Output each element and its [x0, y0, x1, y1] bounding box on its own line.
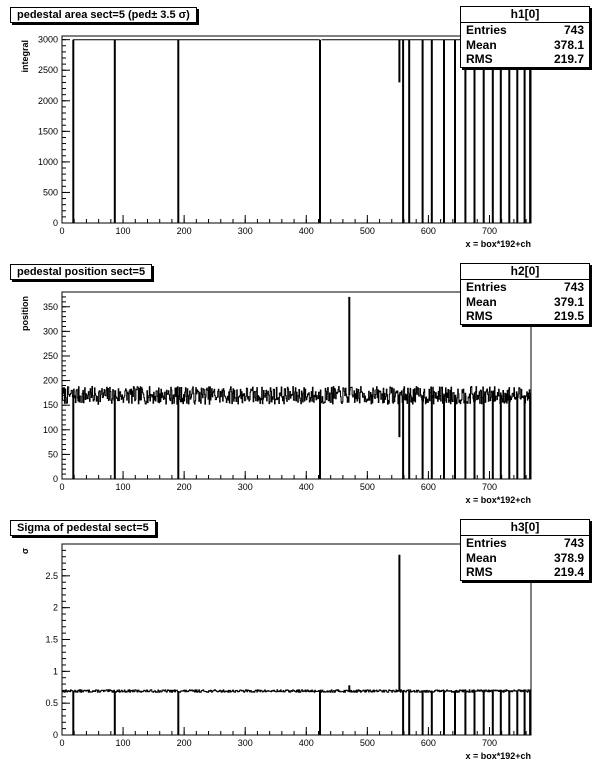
stats-entries-value: 743 [563, 23, 584, 37]
x-axis-title: x = box*192+ch [465, 751, 531, 761]
histogram-trace [62, 387, 531, 405]
y-tick-label: 50 [47, 449, 58, 460]
stats-name: h1[0] [461, 7, 589, 23]
y-tick-label: 0 [52, 730, 58, 740]
stats-rms-value: 219.7 [553, 52, 584, 66]
x-tick-label: 100 [115, 226, 131, 236]
stats-rms-value: 219.4 [553, 565, 584, 579]
stats-rms-label: RMS [466, 52, 493, 66]
y-axis-title: position [20, 296, 30, 331]
x-tick-label: 200 [176, 482, 192, 492]
x-tick-label: 200 [176, 738, 192, 748]
y-axis-title: σ [20, 548, 30, 555]
x-tick-label: 400 [298, 226, 314, 236]
x-tick-label: 700 [481, 738, 497, 748]
x-tick-label: 600 [420, 482, 436, 492]
x-tick-label: 400 [298, 738, 314, 748]
x-tick-label: 0 [59, 738, 65, 748]
stats-name: h3[0] [461, 520, 589, 536]
stats-box-h3 [460, 519, 590, 581]
stats-name: h2[0] [461, 264, 589, 280]
stats-mean-value: 378.9 [553, 550, 584, 565]
y-tick-label: 100 [42, 424, 58, 435]
stats-entries-value: 743 [563, 280, 584, 294]
y-tick-label: 0 [52, 218, 58, 228]
stats-rms-value: 219.5 [553, 309, 584, 323]
panel3-title: Sigma of pedestal sect=5 [10, 520, 156, 536]
stats-entries-label: Entries [466, 280, 507, 294]
y-tick-label: 1 [52, 666, 58, 677]
stats-rms-label: RMS [466, 565, 493, 579]
x-tick-label: 0 [59, 226, 65, 236]
stats-mean-value: 379.1 [553, 294, 584, 309]
x-tick-label: 300 [237, 226, 253, 236]
stats-mean-label: Mean [466, 37, 497, 52]
y-tick-label: 1500 [37, 126, 58, 137]
y-tick-label: 1000 [37, 156, 58, 167]
x-tick-label: 0 [59, 482, 65, 492]
x-tick-label: 600 [420, 226, 436, 236]
x-tick-label: 100 [115, 482, 131, 492]
x-axis-title: x = box*192+ch [465, 495, 531, 505]
x-tick-label: 300 [237, 738, 253, 748]
stats-entries-value: 743 [563, 536, 584, 550]
y-tick-label: 3000 [37, 34, 58, 45]
x-axis-title: x = box*192+ch [465, 239, 531, 249]
stats-box-h1 [460, 6, 590, 68]
y-tick-label: 2.5 [45, 570, 58, 581]
stats-mean-label: Mean [466, 294, 497, 309]
stats-rms-label: RMS [466, 309, 493, 323]
stats-entries-label: Entries [466, 536, 507, 550]
y-axis-title: integral [20, 40, 30, 73]
x-tick-label: 500 [359, 226, 375, 236]
y-tick-label: 500 [42, 187, 58, 198]
y-tick-label: 250 [42, 350, 58, 361]
stats-mean-value: 378.1 [553, 37, 584, 52]
x-tick-label: 700 [481, 226, 497, 236]
x-tick-label: 600 [420, 738, 436, 748]
panel2-title: pedestal position sect=5 [10, 264, 152, 280]
y-tick-label: 0.5 [45, 698, 58, 709]
y-tick-label: 2000 [37, 95, 58, 106]
y-tick-label: 2 [52, 602, 58, 613]
y-tick-label: 2500 [37, 65, 58, 76]
x-tick-label: 700 [481, 482, 497, 492]
y-tick-label: 350 [42, 301, 58, 312]
x-tick-label: 300 [237, 482, 253, 492]
y-tick-label: 150 [42, 400, 58, 411]
stats-box-h2 [460, 263, 590, 325]
x-tick-label: 500 [359, 738, 375, 748]
stats-entries-label: Entries [466, 23, 507, 37]
x-tick-label: 400 [298, 482, 314, 492]
x-tick-label: 500 [359, 482, 375, 492]
y-tick-label: 300 [42, 326, 58, 337]
y-tick-label: 1.5 [45, 634, 58, 645]
x-tick-label: 100 [115, 738, 131, 748]
x-tick-label: 200 [176, 226, 192, 236]
stats-mean-label: Mean [466, 550, 497, 565]
panel1-title: pedestal area sect=5 (ped± 3.5 σ) [10, 7, 197, 23]
histogram-trace [62, 690, 531, 693]
y-tick-label: 200 [42, 375, 58, 386]
y-tick-label: 0 [52, 474, 58, 484]
